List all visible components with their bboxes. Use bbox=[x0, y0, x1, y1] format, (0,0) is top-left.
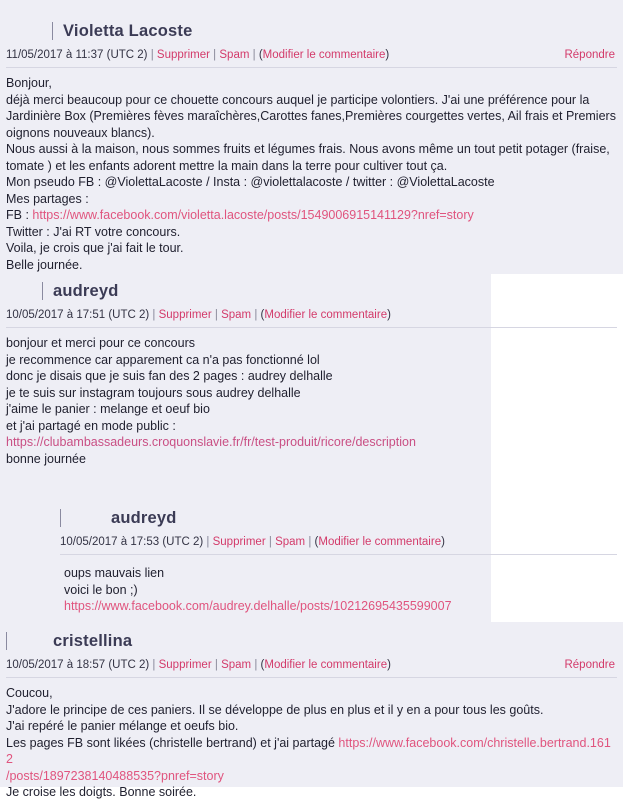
comment-line: donc je disais que je suis fan des 2 pages : audrey delhalle bbox=[6, 369, 333, 383]
spam-comment-link[interactable]: Spam bbox=[221, 659, 252, 671]
comment-line: oups mauvais lien bbox=[64, 566, 165, 580]
comment-date: 10/05/2017 à 17:51 (UTC 2) bbox=[6, 309, 150, 321]
divider bbox=[60, 554, 617, 555]
edit-paren-open: ( bbox=[260, 309, 265, 321]
comment-line-with-link bbox=[6, 768, 617, 785]
meta-separator: | bbox=[213, 49, 217, 61]
meta-separator: | bbox=[206, 536, 210, 548]
delete-comment-link[interactable]: Supprimer bbox=[158, 309, 212, 321]
delete-comment-link[interactable]: Supprimer bbox=[212, 536, 266, 548]
edit-comment-link[interactable]: Modifier le commentaire bbox=[262, 49, 386, 61]
comment-line: Mes partages : bbox=[6, 191, 89, 206]
author-accent-bar bbox=[60, 509, 61, 527]
comment-meta-row bbox=[6, 309, 617, 321]
edit-paren-open: ( bbox=[260, 659, 265, 671]
comment-author-row bbox=[6, 18, 617, 44]
edit-paren-close: ) bbox=[387, 659, 391, 671]
comment-author-name: audreyd bbox=[53, 281, 119, 300]
comment-meta-row bbox=[6, 49, 617, 61]
divider bbox=[6, 67, 617, 68]
spam-comment-link[interactable]: Spam bbox=[221, 309, 252, 321]
comment-line: Je croise les doigts. Bonne soirée. bbox=[6, 785, 197, 799]
meta-separator: | bbox=[152, 309, 156, 321]
comment-meta-row bbox=[6, 659, 617, 671]
spam-comment-link[interactable]: Spam bbox=[275, 536, 306, 548]
edit-comment-link[interactable]: Modifier le commentaire bbox=[264, 659, 388, 671]
comment-line: bonne journée bbox=[6, 451, 86, 466]
comment-line-with-link bbox=[6, 434, 617, 451]
comment-line: J'ai repéré le panier mélange et oeufs bio. bbox=[6, 719, 239, 733]
comment-date: 10/05/2017 à 18:57 (UTC 2) bbox=[6, 659, 150, 671]
meta-separator: | bbox=[214, 659, 218, 671]
facebook-share-link[interactable]: https://www.facebook.com/christelle.bertrand.1612 bbox=[6, 735, 611, 766]
comment-line: voici le bon ;) bbox=[64, 582, 138, 597]
comment-cristellina bbox=[6, 628, 617, 801]
edit-comment-link[interactable]: Modifier le commentaire bbox=[318, 536, 442, 548]
comment-author-name: Violetta Lacoste bbox=[63, 21, 193, 40]
meta-separator: | bbox=[150, 49, 154, 61]
comment-author-row bbox=[56, 505, 617, 531]
author-accent-bar bbox=[42, 282, 43, 300]
comment-line: je recommence car apparement ca n'a pas fonctionné lol bbox=[6, 352, 320, 367]
comment-author-name: audreyd bbox=[111, 508, 177, 527]
meta-separator: | bbox=[152, 659, 156, 671]
comment-line: et j'ai partagé en mode public : bbox=[6, 418, 176, 433]
comment-line: Bonjour, bbox=[6, 76, 52, 90]
meta-separator: | bbox=[214, 309, 218, 321]
club-ambassadeurs-link[interactable]: https://clubambassadeurs.croquonslavie.fr/fr/test-produit/ricore/description bbox=[6, 435, 416, 449]
meta-separator: | bbox=[254, 659, 258, 671]
edit-paren-close: ) bbox=[385, 49, 390, 61]
comment-author-row bbox=[6, 628, 617, 654]
delete-comment-link[interactable]: Supprimer bbox=[156, 49, 210, 61]
meta-separator: | bbox=[254, 309, 258, 321]
comment-date: 10/05/2017 à 17:53 (UTC 2) bbox=[60, 536, 204, 548]
comment-line-with-link bbox=[6, 735, 617, 768]
comment-audreyd-2-nested bbox=[56, 505, 617, 615]
delete-comment-link[interactable]: Supprimer bbox=[158, 659, 212, 671]
edit-comment-link[interactable]: Modifier le commentaire bbox=[264, 309, 388, 321]
comment-line-text: FB : bbox=[6, 208, 33, 222]
comment-line: Coucou, bbox=[6, 686, 53, 700]
meta-separator: | bbox=[308, 536, 312, 548]
comment-line: je te suis sur instagram toujours sous audrey delhalle bbox=[6, 385, 301, 400]
comment-author-row bbox=[6, 278, 617, 304]
meta-separator: | bbox=[268, 536, 272, 548]
comment-line: j'aime le panier : melange et oeuf bio bbox=[6, 402, 210, 416]
comment-line: Belle journée. bbox=[6, 257, 83, 272]
comment-line: tomate ) et les enfants adorent mettre la main dans la terre pour cultiver tout ça. bbox=[6, 158, 448, 173]
edit-paren-close: ) bbox=[387, 309, 391, 321]
comment-text bbox=[64, 565, 617, 615]
facebook-share-link[interactable]: https://www.facebook.com/violetta.lacoste/posts/1549006915141129?nref=story bbox=[32, 208, 474, 222]
facebook-share-link[interactable]: https://www.facebook.com/audrey.delhalle/posts/10212695435599007 bbox=[64, 599, 452, 613]
edit-paren-open: ( bbox=[258, 49, 263, 61]
spam-comment-link[interactable]: Spam bbox=[219, 49, 250, 61]
reply-link[interactable]: Répondre bbox=[564, 659, 615, 671]
comment-line-text: Les pages FB sont likées (christelle bertrand) et j'ai partagé bbox=[6, 735, 339, 750]
facebook-share-link-continued[interactable]: /posts/1897238140488535?pnref=story bbox=[6, 768, 224, 783]
edit-paren-open: ( bbox=[314, 536, 319, 548]
comment-line: oignons nouveaux blancs). bbox=[6, 125, 155, 140]
comment-audreyd-1 bbox=[6, 278, 617, 467]
comment-line-with-link bbox=[6, 207, 617, 224]
edit-paren-close: ) bbox=[441, 536, 445, 548]
author-accent-bar bbox=[6, 632, 7, 650]
comment-line: Twitter : J'ai RT votre concours. bbox=[6, 224, 181, 239]
comment-violetta-lacoste bbox=[6, 18, 617, 273]
divider bbox=[6, 327, 617, 328]
meta-separator: | bbox=[252, 49, 256, 61]
reply-link[interactable]: Répondre bbox=[564, 49, 615, 61]
comment-line: Nous aussi à la maison, nous sommes fruits et légumes frais. Nous avons même un tout petit potager (fraise, bbox=[6, 142, 610, 156]
comment-line: bonjour et merci pour ce concours bbox=[6, 336, 195, 350]
divider bbox=[6, 677, 617, 678]
comment-line-with-link bbox=[64, 598, 617, 615]
comment-date: 11/05/2017 à 11:37 (UTC 2) bbox=[6, 49, 148, 61]
comment-text bbox=[6, 685, 617, 801]
comment-text bbox=[6, 75, 617, 273]
comment-meta-row bbox=[60, 536, 617, 548]
comment-line: J'adore le principe de ces paniers. Il se développe de plus en plus et il y en a pour tous les goûts. bbox=[6, 702, 544, 717]
comment-line: Jardinière Box (Premières fèves maraîchères,Carottes fanes,Premières courgettes vertes, Ail frais et Premiers bbox=[6, 109, 616, 123]
comment-text bbox=[6, 335, 617, 467]
comment-line: Mon pseudo FB : @ViolettaLacoste / Insta : @violettalacoste / twitter : @ViolettaLacoste bbox=[6, 175, 495, 189]
comment-line: déjà merci beaucoup pour ce chouette concours auquel je participe volontiers. J'ai une préférence pour la bbox=[6, 92, 590, 107]
comment-line: Voila, je crois que j'ai fait le tour. bbox=[6, 241, 184, 255]
author-accent-bar bbox=[52, 22, 53, 40]
comment-author-name: cristellina bbox=[53, 631, 133, 650]
